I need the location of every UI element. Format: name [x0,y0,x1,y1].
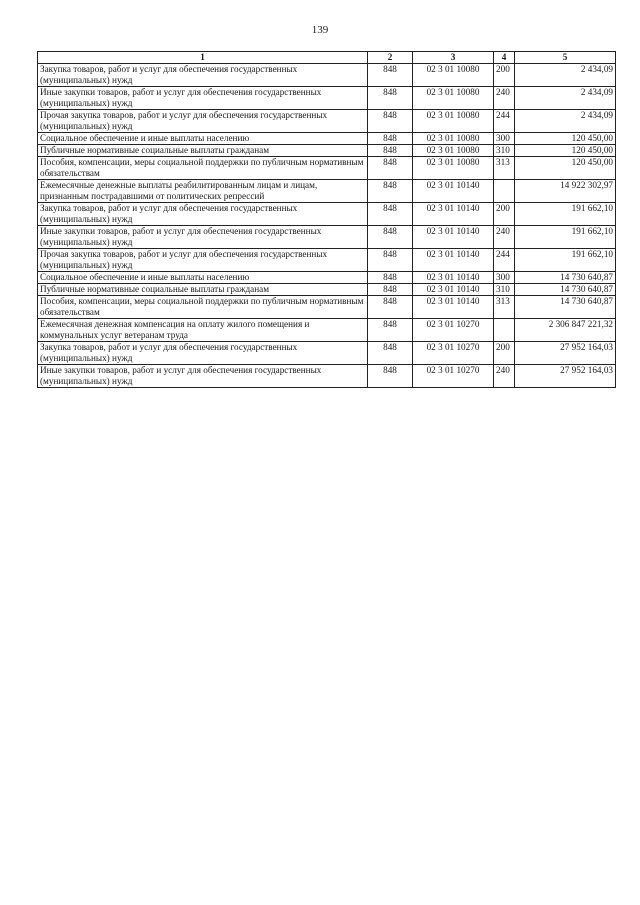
target-article-code: 02 3 01 10140 [413,272,494,284]
target-article-code: 02 3 01 10080 [413,110,494,133]
expense-name: Публичные нормативные социальные выплаты гражданам [38,145,368,157]
header-col-3: 3 [413,52,494,64]
expense-name: Закупка товаров, работ и услуг для обеспечения государственных (муниципальных) нужд [38,203,368,226]
expense-type-code: 313 [494,296,515,319]
expense-name: Иные закупки товаров, работ и услуг для обеспечения государственных (муниципальных) нужд [38,87,368,110]
department-code: 848 [368,319,413,342]
department-code: 848 [368,365,413,388]
department-code: 848 [368,203,413,226]
expense-type-code: 310 [494,145,515,157]
table-row [38,145,616,157]
department-code: 848 [368,157,413,180]
target-article-code: 02 3 01 10080 [413,145,494,157]
target-article-code: 02 3 01 10270 [413,319,494,342]
department-code: 848 [368,342,413,365]
expense-type-code: 300 [494,272,515,284]
department-code: 848 [368,87,413,110]
department-code: 848 [368,180,413,203]
table-row [38,64,616,87]
header-col-5: 5 [515,52,616,64]
amount: 191 662,10 [515,226,616,249]
expense-type-code: 200 [494,203,515,226]
expense-name: Иные закупки товаров, работ и услуг для обеспечения государственных (муниципальных) нужд [38,365,368,388]
table-row [38,319,616,342]
expense-name: Пособия, компенсации, меры социальной поддержки по публичным нормативным обязательствам [38,296,368,319]
department-code: 848 [368,284,413,296]
table-row [38,284,616,296]
budget-table [37,51,616,388]
header-col-1: 1 [38,52,368,64]
expense-name: Публичные нормативные социальные выплаты гражданам [38,284,368,296]
amount: 27 952 164,03 [515,365,616,388]
expense-type-code: 240 [494,87,515,110]
amount: 14 730 640,87 [515,284,616,296]
expense-name: Закупка товаров, работ и услуг для обеспечения государственных (муниципальных) нужд [38,64,368,87]
table-row [38,342,616,365]
target-article-code: 02 3 01 10270 [413,342,494,365]
amount: 2 434,09 [515,87,616,110]
header-row [38,52,616,64]
amount: 191 662,10 [515,203,616,226]
table-row [38,249,616,272]
expense-type-code: 200 [494,342,515,365]
department-code: 848 [368,133,413,145]
target-article-code: 02 3 01 10140 [413,180,494,203]
amount: 120 450,00 [515,145,616,157]
expense-type-code: 300 [494,133,515,145]
amount: 2 434,09 [515,110,616,133]
expense-type-code [494,319,515,342]
target-article-code: 02 3 01 10080 [413,133,494,145]
table-row [38,180,616,203]
target-article-code: 02 3 01 10080 [413,157,494,180]
table-row [38,87,616,110]
target-article-code: 02 3 01 10080 [413,64,494,87]
expense-name: Закупка товаров, работ и услуг для обеспечения государственных (муниципальных) нужд [38,342,368,365]
target-article-code: 02 3 01 10270 [413,365,494,388]
table-row [38,272,616,284]
department-code: 848 [368,64,413,87]
expense-name: Прочая закупка товаров, работ и услуг для обеспечения государственных (муниципальных) нужд [38,249,368,272]
expense-type-code: 310 [494,284,515,296]
table-row [38,203,616,226]
expense-type-code: 240 [494,226,515,249]
expense-name: Ежемесячные денежные выплаты реабилитированным лицам и лицам, признанным пострадавшими от политических репрессий [38,180,368,203]
amount: 14 730 640,87 [515,272,616,284]
amount: 120 450,00 [515,157,616,180]
expense-name: Социальное обеспечение и иные выплаты населению [38,272,368,284]
table-row [38,157,616,180]
amount: 191 662,10 [515,249,616,272]
amount: 2 306 847 221,32 [515,319,616,342]
expense-name: Ежемесячная денежная компенсация на оплату жилого помещения и коммунальных услуг ветеранам труда [38,319,368,342]
target-article-code: 02 3 01 10140 [413,284,494,296]
target-article-code: 02 3 01 10140 [413,203,494,226]
expense-type-code: 244 [494,110,515,133]
table-row [38,365,616,388]
target-article-code: 02 3 01 10080 [413,87,494,110]
expense-type-code [494,180,515,203]
amount: 120 450,00 [515,133,616,145]
header-col-4: 4 [494,52,515,64]
target-article-code: 02 3 01 10140 [413,296,494,319]
amount: 27 952 164,03 [515,342,616,365]
expense-name: Пособия, компенсации, меры социальной поддержки по публичным нормативным обязательствам [38,157,368,180]
expense-name: Иные закупки товаров, работ и услуг для обеспечения государственных (муниципальных) нужд [38,226,368,249]
department-code: 848 [368,249,413,272]
department-code: 848 [368,110,413,133]
amount: 2 434,09 [515,64,616,87]
expense-name: Прочая закупка товаров, работ и услуг для обеспечения государственных (муниципальных) нужд [38,110,368,133]
expense-name: Социальное обеспечение и иные выплаты населению [38,133,368,145]
table-row [38,133,616,145]
header-col-2: 2 [368,52,413,64]
department-code: 848 [368,296,413,319]
target-article-code: 02 3 01 10140 [413,226,494,249]
department-code: 848 [368,272,413,284]
page-number: 139 [311,24,329,36]
expense-type-code: 313 [494,157,515,180]
department-code: 848 [368,226,413,249]
expense-type-code: 240 [494,365,515,388]
table-row [38,226,616,249]
target-article-code: 02 3 01 10140 [413,249,494,272]
amount: 14 730 640,87 [515,296,616,319]
department-code: 848 [368,145,413,157]
table-row [38,296,616,319]
table-row [38,110,616,133]
amount: 14 922 302,97 [515,180,616,203]
expense-type-code: 244 [494,249,515,272]
expense-type-code: 200 [494,64,515,87]
